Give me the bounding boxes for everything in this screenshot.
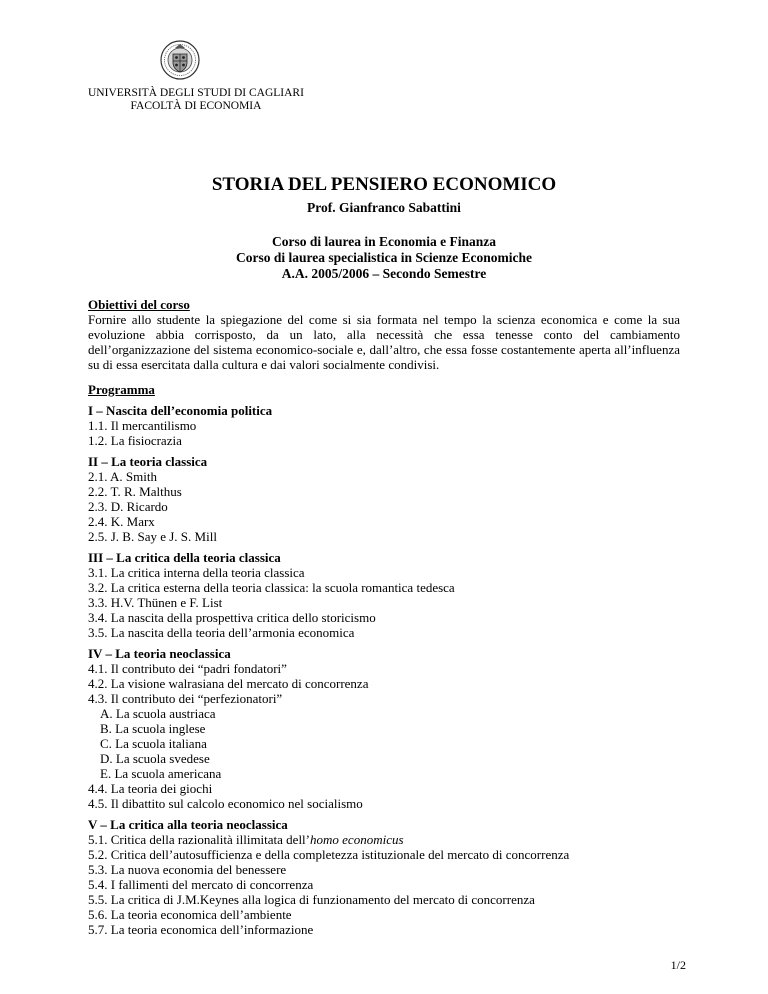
program-section — [88, 550, 680, 640]
list-item: 4.3. Il contributo dei “perfezionatori” — [88, 691, 283, 706]
list-item: 3.5. La nascita della teoria dell’armonia economica — [88, 625, 355, 640]
section-title: II – La teoria classica — [88, 454, 208, 469]
document-body — [88, 297, 680, 943]
italic-term: homo economicus — [310, 832, 404, 847]
program-heading: Programma — [88, 382, 155, 397]
section-title: I – Nascita dell’economia politica — [88, 403, 273, 418]
list-item: 2.1. A. Smith — [88, 469, 157, 484]
objectives-text: Fornire allo studente la spiegazione del come si sia formata nel tempo la scienza economica e come la sua evoluzione abbia corrisposto, da un lato, alla necessità che essa tenesse conto del cambiamento dell’organizzazione del sistema economico-sociale e, dall’altro, che essa fosse costantemente aperta all’influenza su di essa esercitata dalla cultura e dai valori socialmente condivisi. — [88, 312, 680, 372]
list-item: 2.3. D. Ricardo — [88, 499, 168, 514]
list-item: 3.1. La critica interna della teoria classica — [88, 565, 305, 580]
list-subitem: B. La scuola inglese — [100, 721, 206, 736]
section-title: III – La critica della teoria classica — [88, 550, 281, 565]
university-header — [88, 87, 304, 113]
list-item: 5.4. I fallimenti del mercato di concorrenza — [88, 877, 314, 892]
list-item: 1.1. Il mercantilismo — [88, 418, 197, 433]
list-item: 5.7. La teoria economica dell’informazione — [88, 922, 314, 937]
list-subitem: A. La scuola austriaca — [100, 706, 216, 721]
list-item: 3.4. La nascita della prospettiva critica dello storicismo — [88, 610, 376, 625]
objectives-heading: Obiettivi del corso — [88, 297, 190, 312]
university-name: UNIVERSITÀ DEGLI STUDI DI CAGLIARI — [88, 87, 304, 99]
list-item: 3.2. La critica esterna della teoria classica: la scuola romantica tedesca — [88, 580, 455, 595]
program-section — [88, 454, 680, 544]
course-line: Corso di laurea in Economia e Finanza — [271, 234, 496, 249]
course-info — [0, 234, 768, 282]
faculty-name: FACOLTÀ DI ECONOMIA — [130, 100, 262, 112]
list-item: 4.2. La visione walrasiana del mercato di concorrenza — [88, 676, 369, 691]
section-title: IV – La teoria neoclassica — [88, 646, 231, 661]
list-item: 1.2. La fisiocrazia — [88, 433, 182, 448]
course-title: STORIA DEL PENSIERO ECONOMICO — [211, 174, 557, 195]
course-line: Corso di laurea specialistica in Scienze Economiche — [236, 250, 532, 265]
list-item: 2.2. T. R. Malthus — [88, 484, 182, 499]
section-title: V – La critica alla teoria neoclassica — [88, 817, 288, 832]
list-item: 2.5. J. B. Say e J. S. Mill — [88, 529, 217, 544]
list-item: 5.5. La critica di J.M.Keynes alla logica di funzionamento del mercato di concorrenza — [88, 892, 535, 907]
list-item: 3.3. H.V. Thünen e F. List — [88, 595, 223, 610]
list-item: 4.4. La teoria dei giochi — [88, 781, 213, 796]
list-item: 5.2. Critica dell’autosufficienza e della completezza istituzionale del mercato di concorrenza — [88, 847, 570, 862]
list-subitem: D. La scuola svedese — [100, 751, 210, 766]
list-item: 2.4. K. Marx — [88, 514, 155, 529]
list-item: 5.3. La nuova economia del benessere — [88, 862, 287, 877]
list-item: 4.1. Il contributo dei “padri fondatori” — [88, 661, 287, 676]
program-section — [88, 403, 680, 448]
list-subitem: E. La scuola americana — [100, 766, 222, 781]
professor-name: Prof. Gianfranco Sabattini — [307, 200, 461, 215]
list-item — [88, 832, 680, 847]
page-number: 1/2 — [670, 958, 686, 972]
program-section — [88, 646, 680, 811]
list-item: 4.5. Il dibattito sul calcolo economico nel socialismo — [88, 796, 363, 811]
list-item: 5.6. La teoria economica dell’ambiente — [88, 907, 292, 922]
university-seal-icon — [160, 39, 200, 81]
academic-year: A.A. 2005/2006 – Secondo Semestre — [281, 266, 487, 281]
list-item-text: 5.1. Critica della razionalità illimitata dell’ — [88, 832, 311, 847]
program-section — [88, 817, 680, 937]
list-subitem: C. La scuola italiana — [100, 736, 207, 751]
